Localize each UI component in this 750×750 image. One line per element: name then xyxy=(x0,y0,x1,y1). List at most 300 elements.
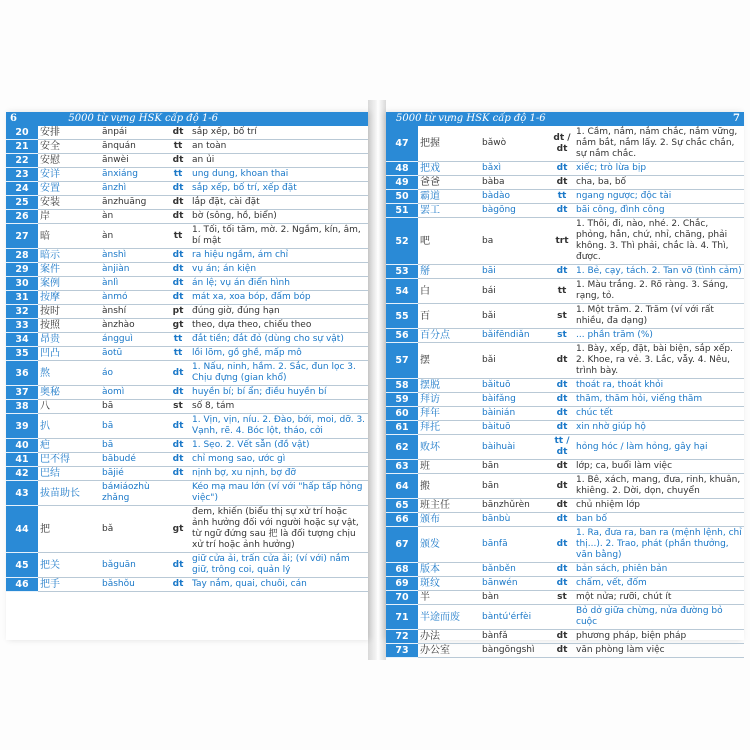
part-of-speech: gt xyxy=(166,506,190,553)
entry-number: 61 xyxy=(386,421,418,435)
vocab-row xyxy=(386,204,744,218)
pinyin: bǎguān xyxy=(100,553,166,578)
pinyin: bànfǎ xyxy=(480,630,550,644)
hanzi: 把 xyxy=(38,506,100,553)
hanzi: 班 xyxy=(418,460,480,474)
hanzi: 八 xyxy=(38,400,100,414)
part-of-speech: dt xyxy=(166,467,190,481)
vocab-row xyxy=(6,347,368,361)
meaning: Tay nắm, quai, chuôi, cán xyxy=(190,578,368,592)
hanzi: 霸道 xyxy=(418,190,480,204)
entry-number: 46 xyxy=(6,578,38,592)
part-of-speech: tt / dt xyxy=(550,435,574,460)
hanzi: 奥秘 xyxy=(38,386,100,400)
meaning: xin nhờ giúp hộ xyxy=(574,421,744,435)
hanzi: 败坏 xyxy=(418,435,480,460)
entry-number: 23 xyxy=(6,168,38,182)
hanzi: 安慰 xyxy=(38,154,100,168)
hanzi: 昂贵 xyxy=(38,333,100,347)
meaning: giữ cửa ải, trấn cửa ải; (ví với) nắm giữ, trông coi, quản lý xyxy=(190,553,368,578)
vocab-table-left xyxy=(6,126,368,592)
vocab-row xyxy=(386,126,744,162)
entry-number: 36 xyxy=(6,361,38,386)
part-of-speech: dt / dt xyxy=(550,126,574,162)
part-of-speech: dt xyxy=(166,291,190,305)
hanzi: 颁布 xyxy=(418,513,480,527)
meaning: 1. Vịn, vịn, níu. 2. Đào, bới, moi, dỡ. 3. Vạnh, rẽ. 4. Bóc lột, tháo, cởi xyxy=(190,414,368,439)
part-of-speech: dt xyxy=(166,249,190,263)
entry-number: 60 xyxy=(386,407,418,421)
entry-number: 63 xyxy=(386,460,418,474)
part-of-speech: dt xyxy=(166,277,190,291)
vocab-row xyxy=(6,578,368,592)
entry-number: 45 xyxy=(6,553,38,578)
vocab-row xyxy=(386,605,744,630)
hanzi: 按摩 xyxy=(38,291,100,305)
vocab-row xyxy=(386,162,744,176)
entry-number: 64 xyxy=(386,474,418,499)
pinyin: bǎxì xyxy=(480,162,550,176)
entry-number: 72 xyxy=(386,630,418,644)
vocab-row xyxy=(386,421,744,435)
vocab-row xyxy=(6,467,368,481)
part-of-speech: dt xyxy=(166,553,190,578)
meaning: thăm, thăm hỏi, viếng thăm xyxy=(574,393,744,407)
entry-number: 68 xyxy=(386,563,418,577)
meaning: Bỏ dở giữa chừng, nửa đường bỏ cuộc xyxy=(574,605,744,630)
vocab-row xyxy=(6,154,368,168)
vocab-row xyxy=(386,644,744,658)
hanzi: 版本 xyxy=(418,563,480,577)
hanzi: 把手 xyxy=(38,578,100,592)
entry-number: 39 xyxy=(6,414,38,439)
entry-number: 67 xyxy=(386,527,418,563)
vocab-row xyxy=(6,168,368,182)
vocab-row xyxy=(386,435,744,460)
vocab-row xyxy=(6,333,368,347)
entry-number: 33 xyxy=(6,319,38,333)
part-of-speech: dt xyxy=(166,453,190,467)
entry-number: 65 xyxy=(386,499,418,513)
meaning: lớp; ca, buổi làm việc xyxy=(574,460,744,474)
meaning: ngang ngược; độc tài xyxy=(574,190,744,204)
entry-number: 69 xyxy=(386,577,418,591)
entry-number: 22 xyxy=(6,154,38,168)
left-page-header xyxy=(6,112,368,126)
meaning: theo, dựa theo, chiếu theo xyxy=(190,319,368,333)
entry-number: 54 xyxy=(386,279,418,304)
hanzi: 搬 xyxy=(418,474,480,499)
part-of-speech: gt xyxy=(166,319,190,333)
part-of-speech: dt xyxy=(550,162,574,176)
meaning: 1. Nấu, ninh, hầm. 2. Sắc, đun lọc 3. Chịu đựng (gian khổ) xyxy=(190,361,368,386)
hanzi: 拜托 xyxy=(418,421,480,435)
meaning: số 8, tám xyxy=(190,400,368,414)
entry-number: 37 xyxy=(6,386,38,400)
part-of-speech: tt xyxy=(166,347,190,361)
vocab-row xyxy=(386,563,744,577)
meaning: lắp đặt, cài đặt xyxy=(190,196,368,210)
part-of-speech: dt xyxy=(550,379,574,393)
meaning: ban bố xyxy=(574,513,744,527)
part-of-speech: dt xyxy=(166,578,190,592)
meaning: chấm, vết, đốm xyxy=(574,577,744,591)
pinyin: bàituō xyxy=(480,421,550,435)
part-of-speech: dt xyxy=(550,644,574,658)
meaning: một nửa; rưỡi, chút ít xyxy=(574,591,744,605)
vocab-row xyxy=(386,407,744,421)
hanzi: 按时 xyxy=(38,305,100,319)
entry-number: 70 xyxy=(386,591,418,605)
part-of-speech: dt xyxy=(166,361,190,386)
entry-number: 29 xyxy=(6,263,38,277)
pinyin: bāi xyxy=(480,265,550,279)
part-of-speech: st xyxy=(550,591,574,605)
vocab-row xyxy=(6,196,368,210)
pinyin: bǎifēndiǎn xyxy=(480,329,550,343)
part-of-speech: st xyxy=(166,400,190,414)
hanzi: 巴结 xyxy=(38,467,100,481)
vocab-row xyxy=(6,453,368,467)
entry-number: 26 xyxy=(6,210,38,224)
hanzi: 爸爸 xyxy=(418,176,480,190)
hanzi: 把关 xyxy=(38,553,100,578)
right-page-header xyxy=(386,112,744,126)
vocab-row xyxy=(6,277,368,291)
part-of-speech: dt xyxy=(550,343,574,379)
hanzi: 按照 xyxy=(38,319,100,333)
pinyin: àomì xyxy=(100,386,166,400)
pinyin: bǎ xyxy=(100,506,166,553)
vocab-row xyxy=(386,460,744,474)
vocab-row xyxy=(386,393,744,407)
meaning: ung dung, khoan thai xyxy=(190,168,368,182)
pinyin: bàba xyxy=(480,176,550,190)
entry-number: 73 xyxy=(386,644,418,658)
hanzi: 白 xyxy=(418,279,480,304)
hanzi: 半途而废 xyxy=(418,605,480,630)
entry-number: 48 xyxy=(386,162,418,176)
vocab-row xyxy=(6,126,368,140)
meaning: 1. Sẹo. 2. Vết sẫn (đồ vật) xyxy=(190,439,368,453)
entry-number: 57 xyxy=(386,343,418,379)
vocab-row xyxy=(6,361,368,386)
entry-number: 62 xyxy=(386,435,418,460)
pinyin: bān xyxy=(480,460,550,474)
vocab-row xyxy=(386,265,744,279)
pinyin: bānbù xyxy=(480,513,550,527)
pinyin: bābudé xyxy=(100,453,166,467)
entry-number: 56 xyxy=(386,329,418,343)
hanzi: 班主任 xyxy=(418,499,480,513)
hanzi: 安全 xyxy=(38,140,100,154)
pinyin: bājié xyxy=(100,467,166,481)
part-of-speech xyxy=(550,605,574,630)
hanzi: 颁发 xyxy=(418,527,480,563)
vocab-row xyxy=(6,400,368,414)
vocab-row xyxy=(6,414,368,439)
part-of-speech: pt xyxy=(166,305,190,319)
meaning: chúc tết xyxy=(574,407,744,421)
pinyin: bái xyxy=(480,279,550,304)
pinyin: bàifǎng xyxy=(480,393,550,407)
meaning: thoát ra, thoát khỏi xyxy=(574,379,744,393)
entry-number: 55 xyxy=(386,304,418,329)
hanzi: 安排 xyxy=(38,126,100,140)
part-of-speech: dt xyxy=(550,563,574,577)
pinyin: ānpái xyxy=(100,126,166,140)
meaning: chủ nhiệm lớp xyxy=(574,499,744,513)
meaning: ... phần trăm (%) xyxy=(574,329,744,343)
part-of-speech: dt xyxy=(550,421,574,435)
vocab-row xyxy=(386,577,744,591)
meaning: 1. Cầm, nắm, nắm chắc, nắm vững, nắm bắt, nắm lấy. 2. Sự chắc chắn, sự nắm chắc. xyxy=(574,126,744,162)
meaning: Kéo mạ mau lớn (ví với "hấp tấp hỏng việc") xyxy=(190,481,368,506)
pinyin: bǎwò xyxy=(480,126,550,162)
hanzi: 摆 xyxy=(418,343,480,379)
hanzi: 办公室 xyxy=(418,644,480,658)
hanzi: 百 xyxy=(418,304,480,329)
part-of-speech: dt xyxy=(166,263,190,277)
meaning: hỏng hóc / làm hỏng, gây hại xyxy=(574,435,744,460)
right-page-number: 7 xyxy=(733,113,740,124)
pinyin: ānxiáng xyxy=(100,168,166,182)
hanzi: 案件 xyxy=(38,263,100,277)
vocab-row xyxy=(386,630,744,644)
entry-number: 38 xyxy=(6,400,38,414)
pinyin: ānzhuāng xyxy=(100,196,166,210)
part-of-speech: dt xyxy=(166,182,190,196)
entry-number: 50 xyxy=(386,190,418,204)
meaning: đúng giờ, đúng hạn xyxy=(190,305,368,319)
hanzi: 拜访 xyxy=(418,393,480,407)
part-of-speech: dt xyxy=(166,414,190,439)
meaning: 1. Một trăm. 2. Trăm (ví với rất nhiều, đa dạng) xyxy=(574,304,744,329)
pinyin: bǎshǒu xyxy=(100,578,166,592)
meaning: an toàn xyxy=(190,140,368,154)
meaning: mát xa, xoa bóp, đấm bóp xyxy=(190,291,368,305)
hanzi: 半 xyxy=(418,591,480,605)
hanzi: 百分点 xyxy=(418,329,480,343)
part-of-speech: dt xyxy=(550,474,574,499)
hanzi: 把戏 xyxy=(418,162,480,176)
entry-number: 47 xyxy=(386,126,418,162)
book-gutter xyxy=(368,100,386,660)
hanzi: 吧 xyxy=(418,218,480,265)
entry-number: 58 xyxy=(386,379,418,393)
pinyin: áo xyxy=(100,361,166,386)
meaning: chỉ mong sao, ước gì xyxy=(190,453,368,467)
hanzi: 岸 xyxy=(38,210,100,224)
part-of-speech: dt xyxy=(550,499,574,513)
hanzi: 安装 xyxy=(38,196,100,210)
meaning: đắt tiền; đắt đỏ (dùng cho sự vật) xyxy=(190,333,368,347)
hanzi: 扒 xyxy=(38,414,100,439)
pinyin: ānwèi xyxy=(100,154,166,168)
left-page-title: 5000 từ vựng HSK cấp độ 1-6 xyxy=(68,113,218,124)
vocab-row xyxy=(6,305,368,319)
pinyin: bàgōng xyxy=(480,204,550,218)
entry-number: 27 xyxy=(6,224,38,249)
vocab-row xyxy=(6,263,368,277)
entry-number: 52 xyxy=(386,218,418,265)
meaning: bờ (sông, hồ, biển) xyxy=(190,210,368,224)
entry-number: 30 xyxy=(6,277,38,291)
entry-number: 53 xyxy=(386,265,418,279)
entry-number: 24 xyxy=(6,182,38,196)
entry-number: 31 xyxy=(6,291,38,305)
pinyin: bǎituō xyxy=(480,379,550,393)
pinyin: ànzhào xyxy=(100,319,166,333)
vocab-row xyxy=(386,176,744,190)
pinyin: bā xyxy=(100,400,166,414)
meaning: văn phòng làm việc xyxy=(574,644,744,658)
meaning: 1. Bẻ, cạy, tách. 2. Tan vỡ (tình cảm) xyxy=(574,265,744,279)
hanzi: 安详 xyxy=(38,168,100,182)
pinyin: bàihuài xyxy=(480,435,550,460)
entry-number: 43 xyxy=(6,481,38,506)
part-of-speech: dt xyxy=(166,210,190,224)
meaning: an ủi xyxy=(190,154,368,168)
part-of-speech: dt xyxy=(550,265,574,279)
entry-number: 35 xyxy=(6,347,38,361)
pinyin: àn xyxy=(100,224,166,249)
meaning: phương pháp, biện pháp xyxy=(574,630,744,644)
hanzi: 拔苗助长 xyxy=(38,481,100,506)
meaning: cha, ba, bố xyxy=(574,176,744,190)
meaning: vụ án; án kiện xyxy=(190,263,368,277)
part-of-speech: dt xyxy=(166,126,190,140)
part-of-speech: dt xyxy=(166,196,190,210)
part-of-speech: dt xyxy=(550,460,574,474)
pinyin: ànlì xyxy=(100,277,166,291)
pinyin: bàngōngshì xyxy=(480,644,550,658)
part-of-speech: dt xyxy=(550,204,574,218)
pinyin: bàn xyxy=(480,591,550,605)
pinyin: ànjiàn xyxy=(100,263,166,277)
part-of-speech: tt xyxy=(166,333,190,347)
pinyin: àn xyxy=(100,210,166,224)
vocab-row xyxy=(386,527,744,563)
vocab-row xyxy=(6,386,368,400)
vocab-row xyxy=(6,182,368,196)
part-of-speech: dt xyxy=(166,439,190,453)
pinyin: bānfā xyxy=(480,527,550,563)
vocab-row xyxy=(6,249,368,263)
pinyin: āotū xyxy=(100,347,166,361)
pinyin: bàdào xyxy=(480,190,550,204)
hanzi: 拜年 xyxy=(418,407,480,421)
entry-number: 59 xyxy=(386,393,418,407)
vocab-row xyxy=(386,190,744,204)
vocab-row xyxy=(6,291,368,305)
hanzi: 罢工 xyxy=(418,204,480,218)
part-of-speech: dt xyxy=(550,407,574,421)
meaning: bãi công, đình công xyxy=(574,204,744,218)
hanzi: 斑纹 xyxy=(418,577,480,591)
meaning: huyền bí; bí ẩn; điều huyền bí xyxy=(190,386,368,400)
right-page xyxy=(386,112,744,656)
hanzi: 暗 xyxy=(38,224,100,249)
part-of-speech: tt xyxy=(550,279,574,304)
pinyin: bǎi xyxy=(480,304,550,329)
left-page-number: 6 xyxy=(10,113,17,124)
vocab-row xyxy=(386,513,744,527)
entry-number: 66 xyxy=(386,513,418,527)
part-of-speech: dt xyxy=(166,386,190,400)
left-page xyxy=(6,112,368,640)
vocab-row xyxy=(6,210,368,224)
hanzi: 疤 xyxy=(38,439,100,453)
vocab-row xyxy=(386,499,744,513)
hanzi: 办法 xyxy=(418,630,480,644)
meaning: đem, khiến (biểu thị sự xử trí hoặc ảnh hưởng đối với người hoặc sự vật, từ ngữ đứng sau 把 là đối tượng chịu xử trí hoặc ảnh hưởng) xyxy=(190,506,368,553)
hanzi: 熬 xyxy=(38,361,100,386)
meaning: 1. Tối, tối tăm, mờ. 2. Ngầm, kín, âm, bí mật xyxy=(190,224,368,249)
entry-number: 20 xyxy=(6,126,38,140)
pinyin: bàntú'érfèi xyxy=(480,605,550,630)
right-page-title: 5000 từ vựng HSK cấp độ 1-6 xyxy=(396,113,546,124)
vocab-row xyxy=(6,481,368,506)
meaning: 1. Màu trắng. 2. Rõ ràng. 3. Sáng, rạng, tỏ. xyxy=(574,279,744,304)
pinyin: bàinián xyxy=(480,407,550,421)
vocab-table-right xyxy=(386,126,744,658)
entry-number: 71 xyxy=(386,605,418,630)
pinyin: bǎnběn xyxy=(480,563,550,577)
meaning: sắp xếp, bố trí, xếp đặt xyxy=(190,182,368,196)
part-of-speech: dt xyxy=(550,393,574,407)
pinyin: bānzhǔrèn xyxy=(480,499,550,513)
pinyin: ba xyxy=(480,218,550,265)
pinyin: bā xyxy=(100,439,166,453)
entry-number: 41 xyxy=(6,453,38,467)
entry-number: 34 xyxy=(6,333,38,347)
meaning: án lệ; vụ án điển hình xyxy=(190,277,368,291)
pinyin: bǎi xyxy=(480,343,550,379)
entry-number: 42 xyxy=(6,467,38,481)
pinyin: bā xyxy=(100,414,166,439)
part-of-speech: st xyxy=(550,304,574,329)
part-of-speech: tt xyxy=(166,224,190,249)
entry-number: 32 xyxy=(6,305,38,319)
vocab-row xyxy=(6,439,368,453)
part-of-speech: dt xyxy=(550,630,574,644)
vocab-row xyxy=(6,224,368,249)
pinyin: ānquán xyxy=(100,140,166,154)
part-of-speech: dt xyxy=(550,527,574,563)
part-of-speech: dt xyxy=(166,154,190,168)
vocab-row xyxy=(6,140,368,154)
part-of-speech: tt xyxy=(550,190,574,204)
vocab-row xyxy=(386,591,744,605)
part-of-speech: dt xyxy=(550,577,574,591)
meaning: xiếc; trò lừa bịp xyxy=(574,162,744,176)
part-of-speech: trt xyxy=(550,218,574,265)
entry-number: 40 xyxy=(6,439,38,453)
part-of-speech xyxy=(166,481,190,506)
pinyin: ànmó xyxy=(100,291,166,305)
vocab-row xyxy=(386,279,744,304)
entry-number: 28 xyxy=(6,249,38,263)
meaning: lồi lõm, gồ ghề, mấp mô xyxy=(190,347,368,361)
part-of-speech: dt xyxy=(550,176,574,190)
pinyin: ànshì xyxy=(100,249,166,263)
meaning: nịnh bợ, xu nịnh, bợ đỡ xyxy=(190,467,368,481)
entry-number: 25 xyxy=(6,196,38,210)
meaning: sắp xếp, bố trí xyxy=(190,126,368,140)
meaning: 1. Thôi, đi, nào, nhé. 2. Chắc, phỏng, hẳn, chứ, nhỉ, chăng, phải không. 3. Thì phải, chắc là. 4. Thì, được. xyxy=(574,218,744,265)
part-of-speech: dt xyxy=(550,513,574,527)
